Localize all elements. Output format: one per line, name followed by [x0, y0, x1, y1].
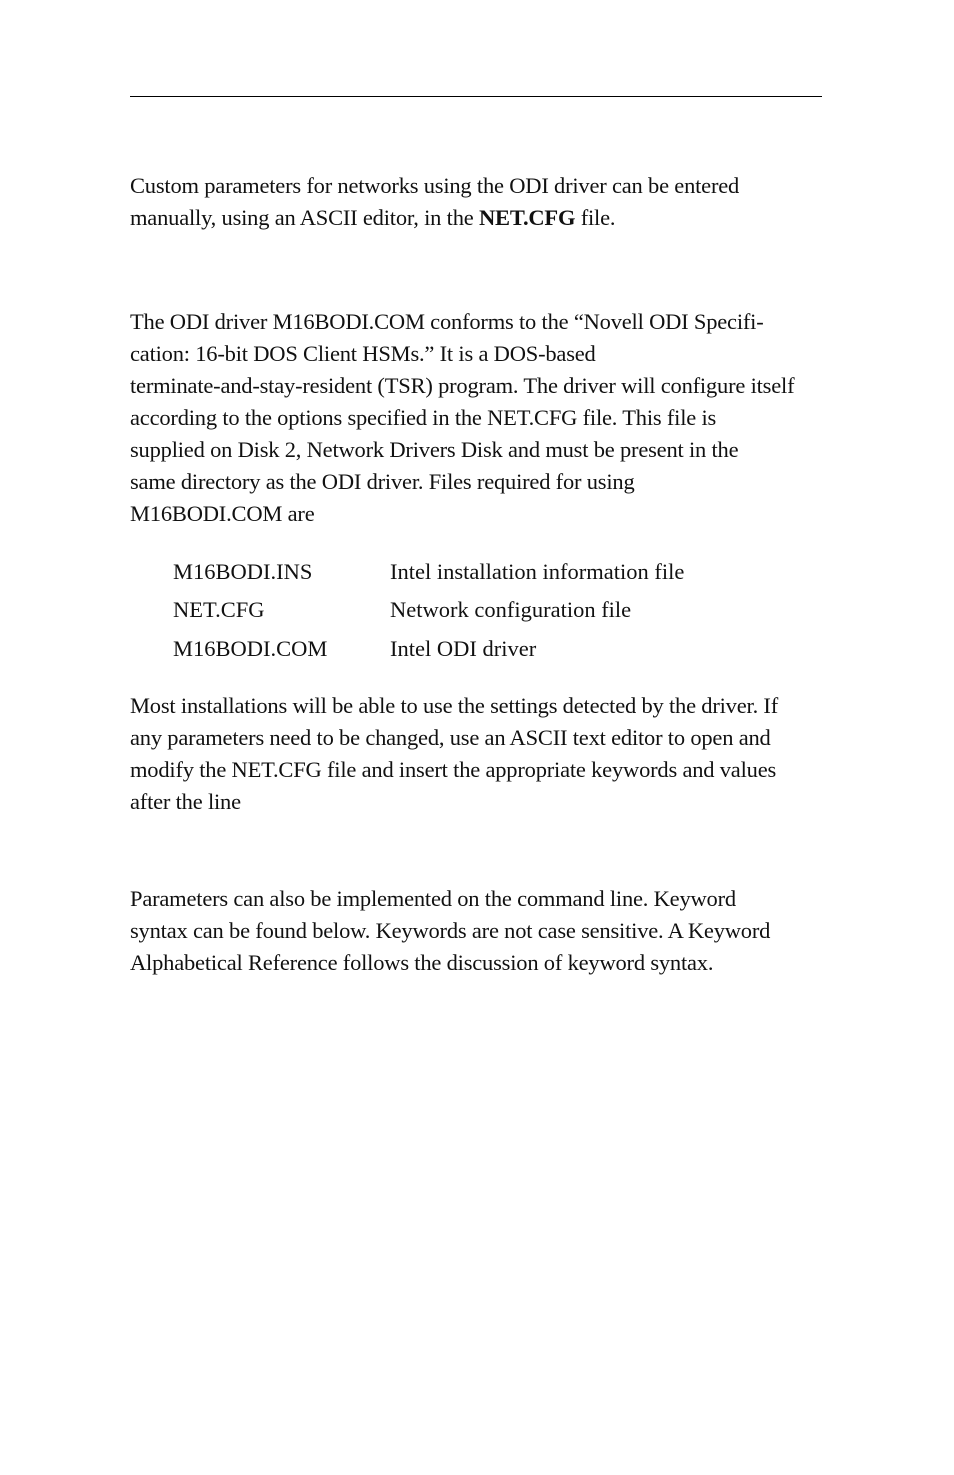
intro-line-2: [130, 202, 830, 234]
file-name: NET.CFG: [173, 597, 265, 622]
command-line-line: Parameters can also be implemented on the command line. Keyword: [130, 886, 736, 911]
file-name: M16BODI.INS: [173, 559, 313, 584]
intro-line-1: Custom parameters for networks using the ODI driver can be entered: [130, 173, 740, 198]
description-line: same directory as the ODI driver. Files required for using: [130, 469, 635, 494]
file-description: Intel installation information file: [390, 559, 685, 584]
settings-line: after the line: [130, 789, 241, 814]
description-line: M16BODI.COM are: [130, 501, 315, 526]
description-line: terminate-and-stay-resident (TSR) program. The driver will configure itself: [130, 373, 795, 398]
settings-paragraph: [130, 690, 830, 818]
driver-description-paragraph: [130, 306, 830, 530]
header-rule: [130, 96, 822, 97]
intro-text-end: file.: [575, 205, 616, 230]
file-description: Network configuration file: [390, 597, 632, 622]
file-description: Intel ODI driver: [390, 636, 537, 661]
description-line: supplied on Disk 2, Network Drivers Disk and must be present in the: [130, 437, 739, 462]
intro-text: manually, using an ASCII editor, in the: [130, 205, 479, 230]
command-line-line: syntax can be found below. Keywords are not case sensitive. A Keyword: [130, 918, 771, 943]
description-line: The ODI driver M16BODI.COM conforms to the “Novell ODI Specifi-: [130, 309, 764, 334]
settings-line: modify the NET.CFG file and insert the appropriate keywords and values: [130, 757, 777, 782]
settings-line: any parameters need to be changed, use an ASCII text editor to open and: [130, 725, 771, 750]
description-line: cation: 16-bit DOS Client HSMs.” It is a DOS-based: [130, 341, 596, 366]
command-line-paragraph: [130, 883, 830, 979]
intro-paragraph: [130, 170, 830, 234]
description-line: according to the options specified in the NET.CFG file. This file is: [130, 405, 717, 430]
settings-line: Most installations will be able to use the settings detected by the driver. If: [130, 693, 779, 718]
file-name: M16BODI.COM: [173, 636, 328, 661]
command-line-line: Alphabetical Reference follows the discussion of keyword syntax.: [130, 950, 714, 975]
net-cfg-filename: NET.CFG: [478, 205, 576, 230]
